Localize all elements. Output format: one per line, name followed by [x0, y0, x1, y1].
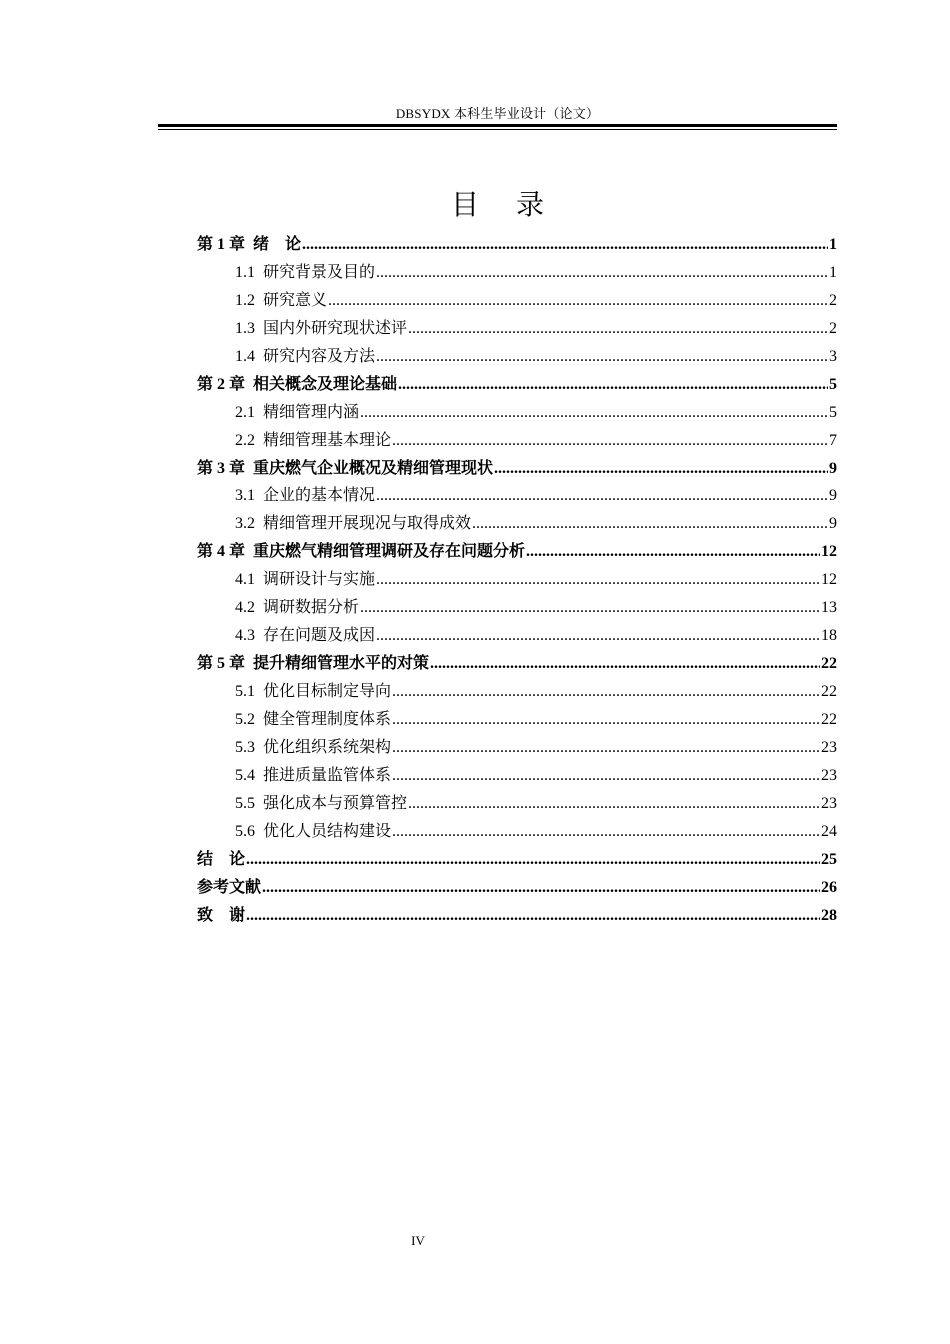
toc-entry-title: 调研设计与实施 [263, 571, 376, 589]
toc-entry-number: 3.2 [235, 515, 255, 533]
toc-entry-title: 绪 论 [253, 236, 302, 253]
toc-entry-page: 5 [829, 375, 837, 393]
toc-entry-title: 企业的基本情况 [263, 487, 376, 505]
toc-entry-page: 1 [829, 263, 837, 281]
toc-entry-title: 调研数据分析 [263, 599, 360, 617]
toc-entry-title: 致 谢 [197, 906, 246, 924]
toc-entry-title: 优化组织系统架构 [263, 738, 392, 756]
toc-entry-title: 研究背景及目的 [263, 263, 376, 281]
toc-dot-leader [526, 538, 820, 566]
toc-dot-leader [376, 259, 828, 287]
table-of-contents [197, 231, 837, 929]
toc-entry-page: 22 [821, 655, 837, 673]
toc-section-entry[interactable] [197, 482, 837, 510]
toc-entry-number: 第 2 章 [197, 375, 246, 393]
toc-entry-page: 9 [829, 515, 837, 533]
toc-entry-title: 研究意义 [263, 291, 328, 309]
toc-entry-label [235, 790, 407, 818]
toc-chapter-entry[interactable] [197, 231, 837, 259]
toc-section-entry[interactable] [197, 734, 837, 762]
toc-entry-label [235, 343, 375, 371]
toc-entry-page: 1 [829, 236, 837, 253]
toc-dot-leader [246, 846, 820, 874]
toc-entry-page: 2 [829, 319, 837, 337]
toc-entry-page: 23 [821, 738, 837, 756]
toc-entry-title: 优化目标制定导向 [263, 683, 392, 700]
toc-section-entry[interactable] [197, 790, 837, 818]
toc-entry-number: 第 5 章 [197, 655, 246, 673]
toc-entry-number: 5.1 [235, 683, 255, 700]
toc-section-entry[interactable] [197, 762, 837, 790]
toc-entry-label [235, 566, 375, 594]
toc-entry-title: 国内外研究现状述评 [263, 319, 408, 337]
toc-section-entry[interactable] [197, 622, 837, 650]
toc-entry-number: 4.3 [235, 627, 255, 645]
toc-entry-title: 重庆燃气企业概况及精细管理现状 [253, 459, 494, 477]
toc-entry-page: 22 [821, 710, 837, 728]
toc-entry-title: 存在问题及成因 [263, 627, 376, 645]
toc-entry-title: 精细管理内涵 [263, 403, 360, 421]
toc-dot-leader [494, 455, 828, 483]
toc-entry-page: 12 [821, 571, 837, 589]
toc-entry-number: 5.6 [235, 822, 255, 840]
toc-entry-number: 5.5 [235, 794, 255, 812]
toc-entry-label [235, 734, 391, 762]
toc-entry-title: 健全管理制度体系 [263, 710, 392, 728]
toc-entry-page: 5 [829, 403, 837, 421]
toc-entry-label [235, 427, 391, 455]
toc-entry-title: 提升精细管理水平的对策 [253, 655, 430, 673]
toc-entry-label [197, 231, 301, 259]
toc-entry-page: 9 [829, 487, 837, 505]
toc-dot-leader [392, 427, 828, 455]
toc-dot-leader [392, 818, 820, 846]
toc-entry-title: 相关概念及理论基础 [253, 375, 398, 393]
toc-entry-label [235, 482, 375, 510]
toc-entry-title: 结 论 [197, 850, 246, 868]
toc-entry-number: 3.1 [235, 487, 255, 505]
toc-entry-label [235, 259, 375, 287]
toc-entry-number: 第 4 章 [197, 543, 246, 561]
toc-entry-label [235, 399, 359, 427]
toc-entry-number: 第 1 章 [197, 236, 246, 253]
toc-section-entry[interactable] [197, 315, 837, 343]
toc-entry-number: 1.4 [235, 347, 255, 365]
toc-dot-leader [408, 315, 828, 343]
toc-entry-label [197, 371, 397, 399]
toc-entry-number: 2.1 [235, 403, 255, 421]
toc-entry-title: 精细管理基本理论 [263, 431, 392, 449]
toc-entry-number: 2.2 [235, 431, 255, 449]
toc-chapter-entry[interactable] [197, 455, 837, 483]
toc-entry-title: 强化成本与预算管控 [263, 794, 408, 812]
toc-dot-leader [392, 762, 820, 790]
toc-section-entry[interactable] [197, 259, 837, 287]
toc-entry-label [197, 874, 261, 902]
toc-entry-label [235, 510, 471, 538]
toc-entry-page: 12 [821, 543, 837, 561]
toc-dot-leader [302, 231, 828, 259]
toc-entry-number: 4.2 [235, 599, 255, 617]
toc-section-entry[interactable] [197, 706, 837, 734]
toc-chapter-entry[interactable] [197, 650, 837, 678]
toc-entry-title: 重庆燃气精细管理调研及存在问题分析 [253, 543, 526, 561]
toc-entry-label [235, 287, 327, 315]
toc-entry-page: 2 [829, 291, 837, 309]
toc-dot-leader [360, 594, 820, 622]
toc-entry-page: 28 [821, 906, 837, 924]
toc-dot-leader [376, 622, 820, 650]
toc-dot-leader [392, 706, 820, 734]
toc-section-entry[interactable] [197, 818, 837, 846]
toc-section-entry[interactable] [197, 566, 837, 594]
toc-entry-label [197, 846, 245, 874]
toc-dot-leader [472, 510, 828, 538]
toc-entry-title: 参考文献 [197, 878, 262, 896]
toc-entry-number: 1.3 [235, 319, 255, 337]
toc-entry-number: 1.1 [235, 263, 255, 281]
toc-entry-number: 5.2 [235, 710, 255, 728]
toc-entry-page: 25 [821, 850, 837, 868]
toc-chapter-entry[interactable] [197, 538, 837, 566]
toc-dot-leader [398, 371, 828, 399]
toc-dot-leader [376, 566, 820, 594]
toc-dot-leader [328, 287, 828, 315]
toc-dot-leader [376, 482, 828, 510]
toc-dot-leader [430, 650, 820, 678]
toc-entry-page: 22 [821, 683, 837, 700]
toc-entry-label [235, 594, 359, 622]
toc-section-entry[interactable] [197, 427, 837, 455]
toc-entry-label [235, 315, 407, 343]
toc-dot-leader [392, 734, 820, 762]
toc-entry-page: 26 [821, 878, 837, 896]
toc-entry-label [197, 538, 525, 566]
toc-entry-page: 23 [821, 766, 837, 784]
toc-section-entry[interactable] [197, 343, 837, 371]
toc-entry-title: 研究内容及方法 [263, 347, 376, 365]
toc-dot-leader [262, 874, 820, 902]
toc-entry-number: 1.2 [235, 291, 255, 309]
toc-dot-leader [246, 902, 820, 930]
toc-section-entry[interactable] [197, 594, 837, 622]
toc-entry-label [235, 622, 375, 650]
toc-dot-leader [360, 399, 828, 427]
toc-section-entry[interactable] [197, 287, 837, 315]
toc-entry-page: 7 [829, 431, 837, 449]
toc-chapter-entry[interactable] [197, 874, 837, 902]
toc-chapter-entry[interactable] [197, 846, 837, 874]
toc-entry-page: 24 [821, 822, 837, 840]
toc-entry-title: 优化人员结构建设 [263, 822, 392, 840]
toc-dot-leader [376, 343, 828, 371]
toc-chapter-entry[interactable] [197, 371, 837, 399]
toc-entry-label [197, 455, 493, 483]
toc-entry-number: 第 3 章 [197, 459, 246, 477]
toc-entry-number: 5.4 [235, 766, 255, 784]
toc-entry-page: 3 [829, 347, 837, 365]
running-header: DBSYDX 本科生毕业设计（论文） [395, 106, 600, 121]
toc-entry-number: 4.1 [235, 571, 255, 589]
toc-entry-page: 23 [821, 794, 837, 812]
toc-entry-label [197, 902, 245, 930]
toc-entry-label [235, 678, 391, 706]
toc-section-entry[interactable] [197, 399, 837, 427]
toc-entry-title: 精细管理开展现况与取得成效 [263, 515, 472, 533]
toc-entry-label [235, 818, 391, 846]
toc-dot-leader [392, 678, 820, 706]
toc-entry-label [235, 762, 391, 790]
toc-entry-page: 13 [821, 599, 837, 617]
toc-dot-leader [408, 790, 820, 818]
toc-entry-label [197, 650, 429, 678]
toc-section-entry[interactable] [197, 510, 837, 538]
toc-entry-label [235, 706, 391, 734]
toc-entry-title: 推进质量监管体系 [263, 766, 392, 784]
toc-chapter-entry[interactable] [197, 902, 837, 930]
toc-title: 目 录 [451, 188, 558, 221]
header-rule-thin [158, 129, 837, 130]
toc-entry-number: 5.3 [235, 738, 255, 756]
toc-section-entry[interactable] [197, 678, 837, 706]
toc-entry-page: 9 [829, 459, 837, 477]
page-number: IV [411, 1233, 425, 1248]
header-rule-thick [158, 124, 837, 127]
toc-entry-page: 18 [821, 627, 837, 645]
